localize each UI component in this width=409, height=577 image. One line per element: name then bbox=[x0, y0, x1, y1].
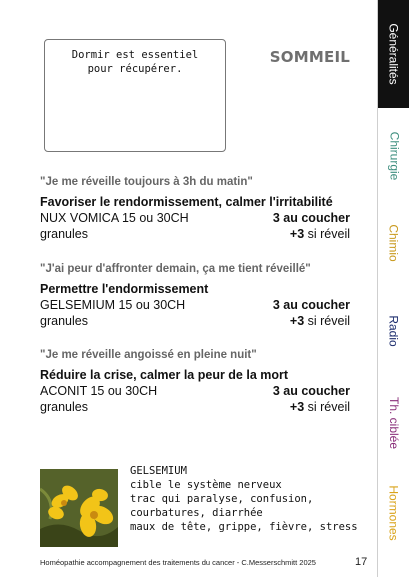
remedy-section bbox=[40, 261, 350, 329]
tab-label: Chirurgie bbox=[387, 131, 401, 181]
form-row bbox=[40, 313, 350, 329]
caption-line: courbatures, diarrhée bbox=[130, 507, 263, 519]
remedy-name: ACONIT 15 ou 30CH bbox=[40, 384, 158, 398]
tab-label: Th. ciblée bbox=[387, 396, 401, 450]
section-tab-bar bbox=[377, 0, 409, 577]
page-title: SOMMEIL bbox=[269, 48, 350, 66]
remedy-row bbox=[40, 210, 350, 226]
tab-hormones[interactable] bbox=[378, 466, 409, 560]
remedy-name: GELSEMIUM 15 ou 30CH bbox=[40, 298, 186, 312]
tab-label: Généralités bbox=[387, 23, 401, 85]
dose-main: 3 au coucher bbox=[272, 384, 350, 398]
dose-extra: +3 si réveil bbox=[289, 314, 350, 328]
caption-line: cible le système nerveux bbox=[130, 479, 282, 491]
tab-label: Hormones bbox=[387, 485, 402, 541]
dose-main: 3 au coucher bbox=[272, 211, 350, 225]
dose-main: 3 au coucher bbox=[272, 298, 350, 312]
tab-label: Chimio bbox=[387, 224, 401, 262]
dose-extra: +3 si réveil bbox=[289, 227, 350, 241]
remedy-form: granules bbox=[40, 400, 88, 414]
tab-radio[interactable] bbox=[378, 282, 409, 380]
tab-chirurgie[interactable] bbox=[378, 108, 409, 204]
section-goal: Permettre l'endormissement bbox=[40, 282, 209, 296]
tab-chimio[interactable] bbox=[378, 204, 409, 282]
page-number: 17 bbox=[355, 556, 368, 568]
remedy-row bbox=[40, 383, 350, 399]
section-goal: Favoriser le rendormissement, calmer l'irritabilité bbox=[40, 195, 333, 209]
caption-title: GELSEMIUM bbox=[130, 465, 187, 477]
section-quote: "Je me réveille toujours à 3h du matin" bbox=[40, 176, 253, 188]
footer-text: Homéopathie accompagnement des traitements du cancer - C.Messerschmitt 2025 bbox=[40, 558, 316, 567]
caption-line: maux de tête, grippe, fièvre, stress bbox=[130, 521, 358, 533]
remedy-form: granules bbox=[40, 314, 88, 328]
remedy-section bbox=[40, 347, 350, 415]
section-quote: "Je me réveille angoissé en pleine nuit" bbox=[40, 349, 257, 361]
remedy-row bbox=[40, 297, 350, 313]
tab-generalites[interactable] bbox=[378, 0, 409, 108]
tab-therapie-ciblee[interactable] bbox=[378, 380, 409, 466]
section-quote: "J'ai peur d'affronter demain, ça me tient réveillé" bbox=[40, 263, 311, 275]
tab-label: Radio bbox=[386, 315, 401, 347]
remedy-section bbox=[40, 174, 350, 242]
gelsemium-caption bbox=[130, 464, 358, 534]
note-text: Dormir est essentiel pour récupérer. bbox=[71, 49, 199, 75]
note-box bbox=[44, 39, 226, 152]
remedy-name: NUX VOMICA 15 ou 30CH bbox=[40, 211, 189, 225]
caption-line: trac qui paralyse, confusion, bbox=[130, 493, 314, 505]
form-row bbox=[40, 399, 350, 415]
dose-extra: +3 si réveil bbox=[289, 400, 350, 414]
section-goal: Réduire la crise, calmer la peur de la mort bbox=[40, 368, 289, 382]
form-row bbox=[40, 226, 350, 242]
remedy-form: granules bbox=[40, 227, 88, 241]
gelsemium-flower-image bbox=[40, 469, 118, 547]
